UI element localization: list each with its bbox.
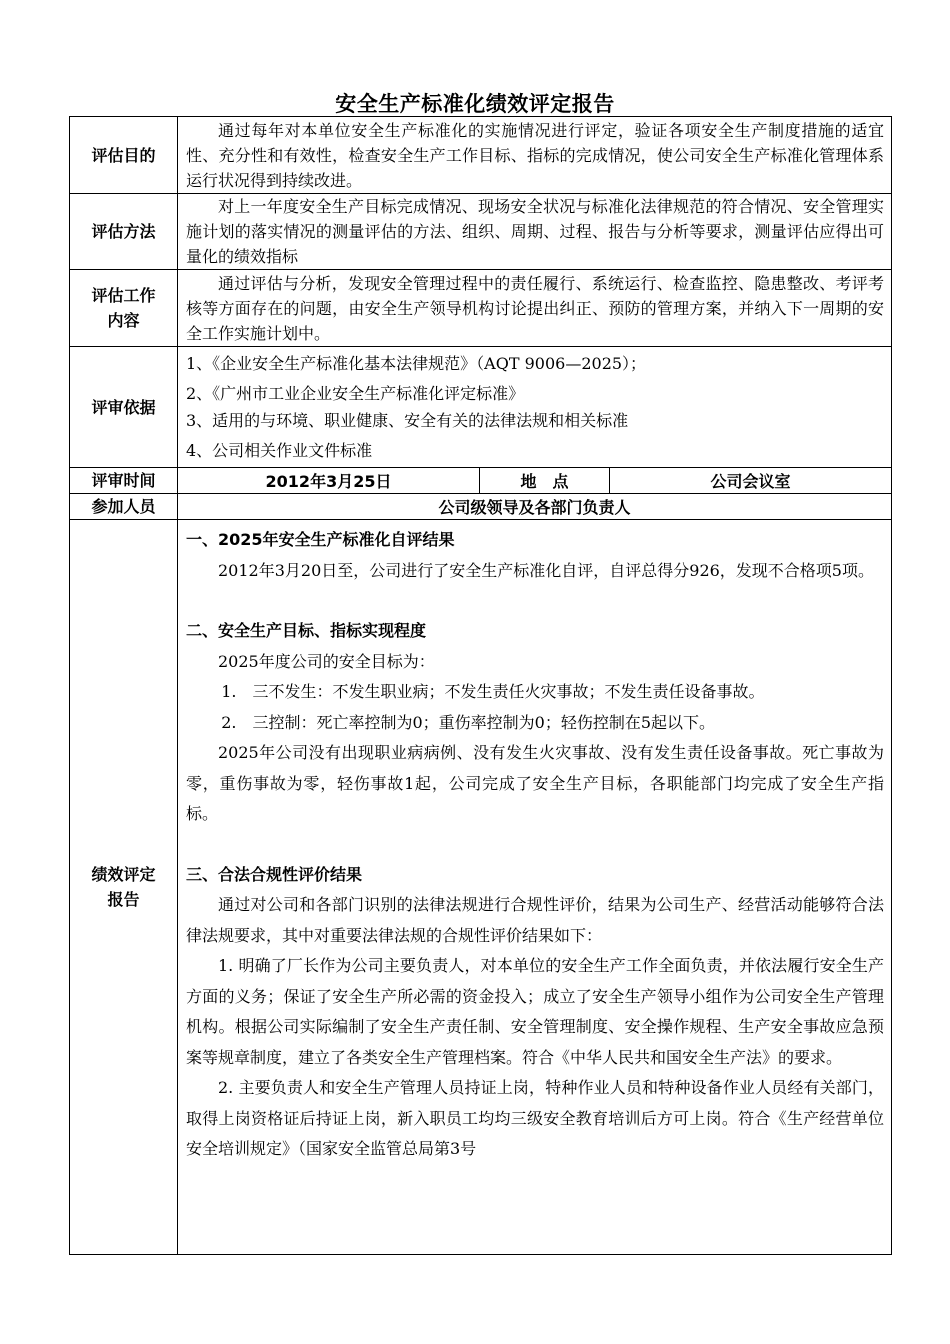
section-1-title: 一、2025年安全生产标准化自评结果	[186, 530, 455, 549]
spacer	[186, 830, 884, 860]
report-label-line2: 报告	[107, 890, 140, 909]
purpose-text: 通过每年对本单位安全生产标准化的实施情况进行评定，验证各项安全生产制度措施的适宜性、充分性和有效性，检查安全生产工作目标、指标的完成情况，使公司安全生产标准化管理体系运行状况得到持续改进。	[178, 117, 892, 194]
basis-item: 4、公司相关作业文件标准	[186, 441, 373, 460]
compliance-item-1: 1. 明确了厂长作为公司主要负责人，对本单位的安全生产工作全面负责，并依法履行安全生产方面的义务；保证了安全生产所必需的资金投入；成立了安全生产领导小组作为公司安全生产管理机构。根据公司实际编制了安全生产责任制、安全管理制度、安全操作规程、生产安全事故应急预案等规章制度，建立了各类安全生产管理档案。符合《中华人民共和国安全生产法》的要求。	[186, 956, 885, 1067]
section-2-intro: 2025年度公司的安全目标为：	[218, 651, 435, 671]
method-label: 评估方法	[70, 194, 178, 270]
report-label-line1: 绩效评定	[91, 865, 156, 884]
row-work-content	[70, 270, 892, 347]
purpose-label: 评估目的	[70, 117, 178, 194]
goal-item	[186, 677, 884, 708]
work-content-label	[70, 270, 178, 347]
section-2-title: 二、安全生产目标、指标实现程度	[186, 621, 427, 640]
evaluation-table	[69, 116, 892, 1255]
row-time	[70, 468, 892, 494]
basis-item: 2、《广州市工业企业安全生产标准化评定标准》	[186, 384, 525, 403]
goal-item-number: 1.	[221, 682, 237, 701]
place-label: 地 点	[480, 468, 610, 494]
goal-item-text: 三控制：死亡率控制为0；重伤率控制为0；轻伤控制在5起以下。	[252, 712, 715, 732]
compliance-item-2: 2. 主要负责人和安全生产管理人员持证上岗，特种作业人员和特种设备作业人员经有关部门，取得上岗资格证后持证上岗，新入职员工均均三级安全教育培训后方可上岗。符合《生产经营单位安全培训规定》（国家安全监管总局第3号	[186, 1078, 885, 1158]
basis-item: 1、《企业安全生产标准化基本法律规范》（AQT 9006—2025）；	[186, 354, 647, 373]
section-3-title: 三、合法合规性评价结果	[186, 864, 363, 884]
work-content-label-line2: 内容	[107, 311, 140, 330]
report-label	[70, 520, 178, 1255]
row-basis	[70, 347, 892, 468]
row-method	[70, 194, 892, 270]
section-3-intro: 通过对公司和各部门识别的法律法规进行合规性评价，结果为公司生产、经营活动能够符合法律法规要求，其中对重要法律法规的合规性评价结果如下：	[186, 895, 885, 945]
report-body	[178, 520, 892, 1255]
basis-item: 3、适用的与环境、职业健康、安全有关的法律法规和相关标准	[186, 411, 629, 430]
method-text: 对上一年度安全生产目标完成情况、现场安全状况与标准化法律规范的符合情况、安全管理实施计划的落实情况的测量评估的方法、组织、周期、过程、报告与分析等要求，测量评估应得出可量化的绩效指标	[178, 194, 892, 270]
basis-list	[178, 347, 892, 468]
goal-item-text: 三不发生：不发生职业病；不发生责任火灾事故；不发生责任设备事故。	[252, 682, 765, 701]
row-participants	[70, 494, 892, 520]
document-title: 安全生产标准化绩效评定报告	[335, 92, 615, 116]
review-time-label: 评审时间	[70, 468, 178, 494]
goal-item	[186, 708, 884, 739]
section-2-result: 2025年公司没有出现职业病病例、没有发生火灾事故、没有发生责任设备事故。死亡事故为零，重伤事故为零，轻伤事故1起，公司完成了安全生产目标，各职能部门均完成了安全生产指标。	[186, 743, 885, 823]
work-content-text: 通过评估与分析，发现安全管理过程中的责任履行、系统运行、检查监控、隐患整改、考评考核等方面存在的问题，由安全生产领导机构讨论提出纠正、预防的管理方案，并纳入下一周期的安全工作实施计划中。	[178, 270, 892, 347]
row-purpose	[70, 117, 892, 194]
place-value: 公司会议室	[610, 468, 892, 494]
spacer	[186, 586, 884, 616]
basis-label: 评审依据	[70, 347, 178, 468]
participants-label: 参加人员	[70, 494, 178, 520]
participants-value: 公司级领导及各部门负责人	[178, 494, 892, 520]
section-1-paragraph: 2012年3月20日至，公司进行了安全生产标准化自评，自评总得分926，发现不合格项5项。	[218, 560, 874, 580]
review-time-value: 2012年3月25日	[178, 468, 480, 494]
row-report	[70, 520, 892, 1255]
goal-item-number: 2.	[221, 712, 237, 732]
work-content-label-line1: 评估工作	[91, 286, 156, 305]
